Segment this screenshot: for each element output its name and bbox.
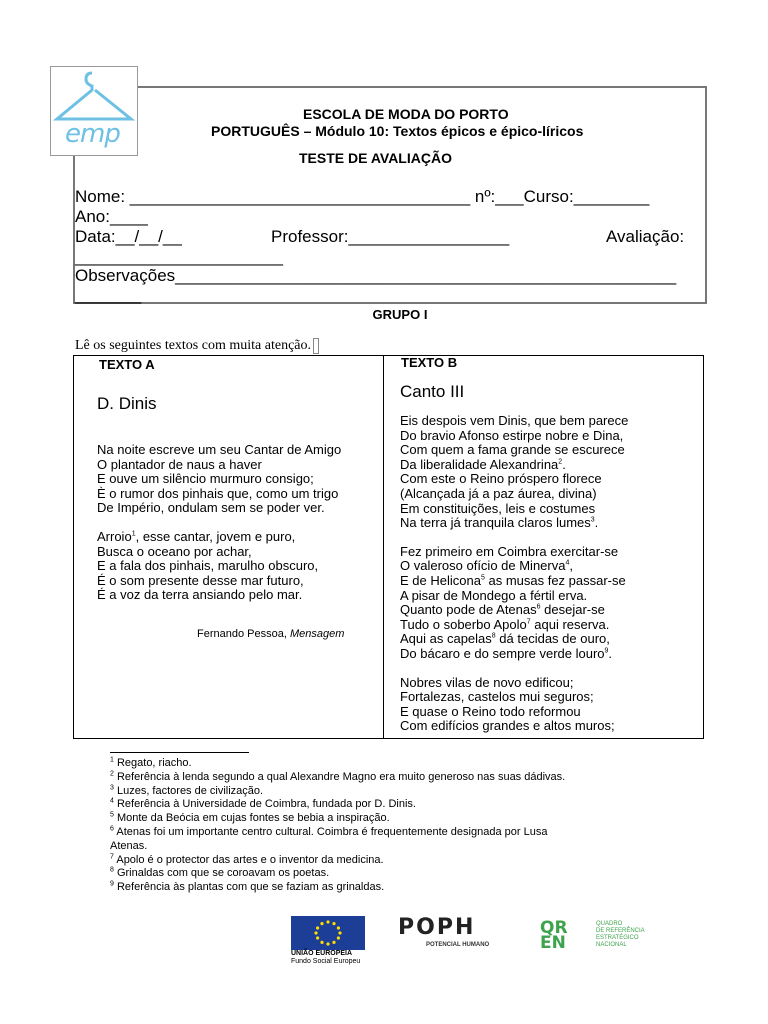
verse-line: Arroio$^1$, esse cantar, jovem e puro, xyxy=(97,528,296,544)
verse-line: Na noite escreve um seu Cantar de Amigo xyxy=(97,442,342,457)
footnote: Atenas. xyxy=(110,839,148,852)
footnote: $^6$ Atenas foi um importante centro cultural. Coimbra é frequentemente designada por Lusa xyxy=(110,825,548,838)
verse-line: Do bácaro e do sempre verde louro$^9$. xyxy=(400,645,613,661)
verse-line: O plantador de naus a haver xyxy=(97,456,262,472)
verse-line: E ouve um silêncio murmuro consigo; xyxy=(97,471,314,487)
nome-field[interactable]: Nome: ____________________________________ nº:___Curso:________ xyxy=(75,187,650,206)
texto-a-poem xyxy=(97,443,341,617)
verse-line: Na terra já tranquila claros lumes$^3$. xyxy=(400,515,599,531)
eu-caption-line: UNIÃO EUROPEIA xyxy=(291,950,353,957)
professor-field[interactable]: Professor:_________________ xyxy=(271,227,510,246)
footnote: $^9$ Referência às plantas com que se faziam as grinaldas. xyxy=(110,880,385,894)
verse-line: Fez primeiro em Coimbra exercitar-se xyxy=(400,543,619,559)
qren-mark: QREN xyxy=(540,918,568,953)
verse-line: Em constituições, leis e costumes xyxy=(400,500,596,516)
verse-line: Com este o Reino próspero florece xyxy=(400,471,602,487)
verse-line: E de Helicona$^5$ as musas fez passar-se xyxy=(400,572,626,588)
data-field[interactable]: Data:__/__/__ xyxy=(75,227,182,246)
texto-b-stanza-2 xyxy=(400,545,628,662)
poph-logo xyxy=(398,915,489,948)
avaliacao-label: Avaliação: xyxy=(606,227,685,246)
verse-line: A pisar de Mondego a fértil erva. xyxy=(400,587,588,603)
eu-caption-line: Fundo Social Europeu xyxy=(291,958,361,965)
school-name: ESCOLA DE MODA DO PORTO xyxy=(303,106,509,122)
column-divider xyxy=(383,355,384,739)
verse-line: Aqui as capelas$^8$ dá tecidas de ouro, xyxy=(400,631,610,647)
verse-line: Quanto pode de Atenas$^6$ desejar-se xyxy=(400,602,605,618)
verse-line: Do bravio Afonso estirpe nobre e Dina, xyxy=(400,427,624,443)
verse-line: E quase o Reino todo reformou xyxy=(400,703,581,719)
texto-b-stanza-3 xyxy=(400,676,628,734)
texto-a-title: D. Dinis xyxy=(97,394,157,413)
verse-line: É o som presente desse mar futuro, xyxy=(97,572,304,588)
verse-line: (Alcançada já a paz áurea, divina) xyxy=(400,485,597,501)
observacoes-continuation[interactable]: _______ xyxy=(75,285,142,304)
footnote: $^7$ Apolo é o protector das artes e o inventor da medicina. xyxy=(110,852,384,866)
footnote-separator xyxy=(110,752,249,753)
qren-caption: QUADRO DE REFERÊNCIA ESTRATÉGICO NACIONAL xyxy=(596,921,645,948)
logo-text: emp xyxy=(65,119,120,149)
footnote: $^8$ Grinaldas com que se coroavam os poetas. xyxy=(110,866,330,880)
texto-a-attribution xyxy=(197,628,344,640)
instructions xyxy=(75,338,319,354)
test-title: TESTE DE AVALIAÇÃO xyxy=(299,150,452,166)
verse-line: Fortalezas, castelos mui seguros; xyxy=(400,689,594,705)
verse-line: Com edifícios grandes e altos muros; xyxy=(400,718,615,734)
footnote: $^2$ Referência à lenda segundo a qual Alexandre Magno era muito generoso nas suas dádivas. xyxy=(110,770,566,783)
school-logo xyxy=(50,66,138,156)
footnotes xyxy=(110,757,650,895)
ano-field[interactable]: Ano:____ xyxy=(75,207,148,226)
verse-line: Nobres vilas de novo edificou; xyxy=(400,674,574,690)
footnote: $^3$ Luzes, factores de civilização. xyxy=(110,783,264,797)
footnote: $^4$ Referência à Universidade de Coimbra, fundada por D. Dinis. xyxy=(110,797,416,811)
verse-line: De Império, ondulam sem se poder ver. xyxy=(97,500,325,516)
avaliacao-field[interactable]: ______________________ xyxy=(75,247,284,266)
verse-line: Da liberalidade Alexandrina$^2$. xyxy=(400,456,566,472)
verse-line: O valeroso ofício de Minerva$^4$, xyxy=(400,558,573,574)
verse-line: È o rumor dos pinhais que, como um trigo xyxy=(97,485,339,501)
author: Fernando Pessoa, xyxy=(197,628,290,640)
verse-line: Busca o oceano por achar, xyxy=(97,543,252,559)
observacoes-field[interactable]: Observações_____________________________________________________ xyxy=(75,266,677,285)
poph-caption: POTENCIAL HUMANO xyxy=(426,942,490,948)
footnote: $^5$ Monte da Beócia em cujas fontes se bebia a inspiração. xyxy=(110,811,390,825)
verse-line: Eis despois vem Dinis, que bem parece xyxy=(400,413,629,428)
texto-a-stanza-1 xyxy=(97,443,341,516)
instructions-text: Lê os seguintes textos com muita atenção. xyxy=(75,338,311,354)
eu-caption xyxy=(291,950,360,966)
verse-line: É a voz da terra ansiando pelo mar. xyxy=(97,587,303,603)
verse-line: Tudo o soberbo Apolo$^7$ aqui reserva. xyxy=(400,616,610,632)
eu-flag-icon xyxy=(291,916,365,950)
texto-b-stanza-1 xyxy=(400,414,628,531)
texto-b-title: Canto III xyxy=(400,382,465,401)
texto-b-poem xyxy=(400,414,628,748)
group-heading: GRUPO I xyxy=(372,307,428,322)
texto-b-label: TEXTO B xyxy=(401,355,458,370)
work-title: Mensagem xyxy=(289,628,345,640)
texto-a-stanza-2 xyxy=(97,530,341,603)
verse-line: E a fala dos pinhais, marulho obscuro, xyxy=(97,558,319,574)
verse-line: Com quem a fama grande se escurece xyxy=(400,442,625,458)
texto-a-label: TEXTO A xyxy=(99,357,155,372)
poph-mark: POPH xyxy=(398,915,476,940)
footnote: $^1$ Regato, riacho. xyxy=(110,756,192,769)
module-title: PORTUGUÊS – Módulo 10: Textos épicos e épico-líricos xyxy=(211,123,584,139)
cursor-box xyxy=(313,338,319,354)
